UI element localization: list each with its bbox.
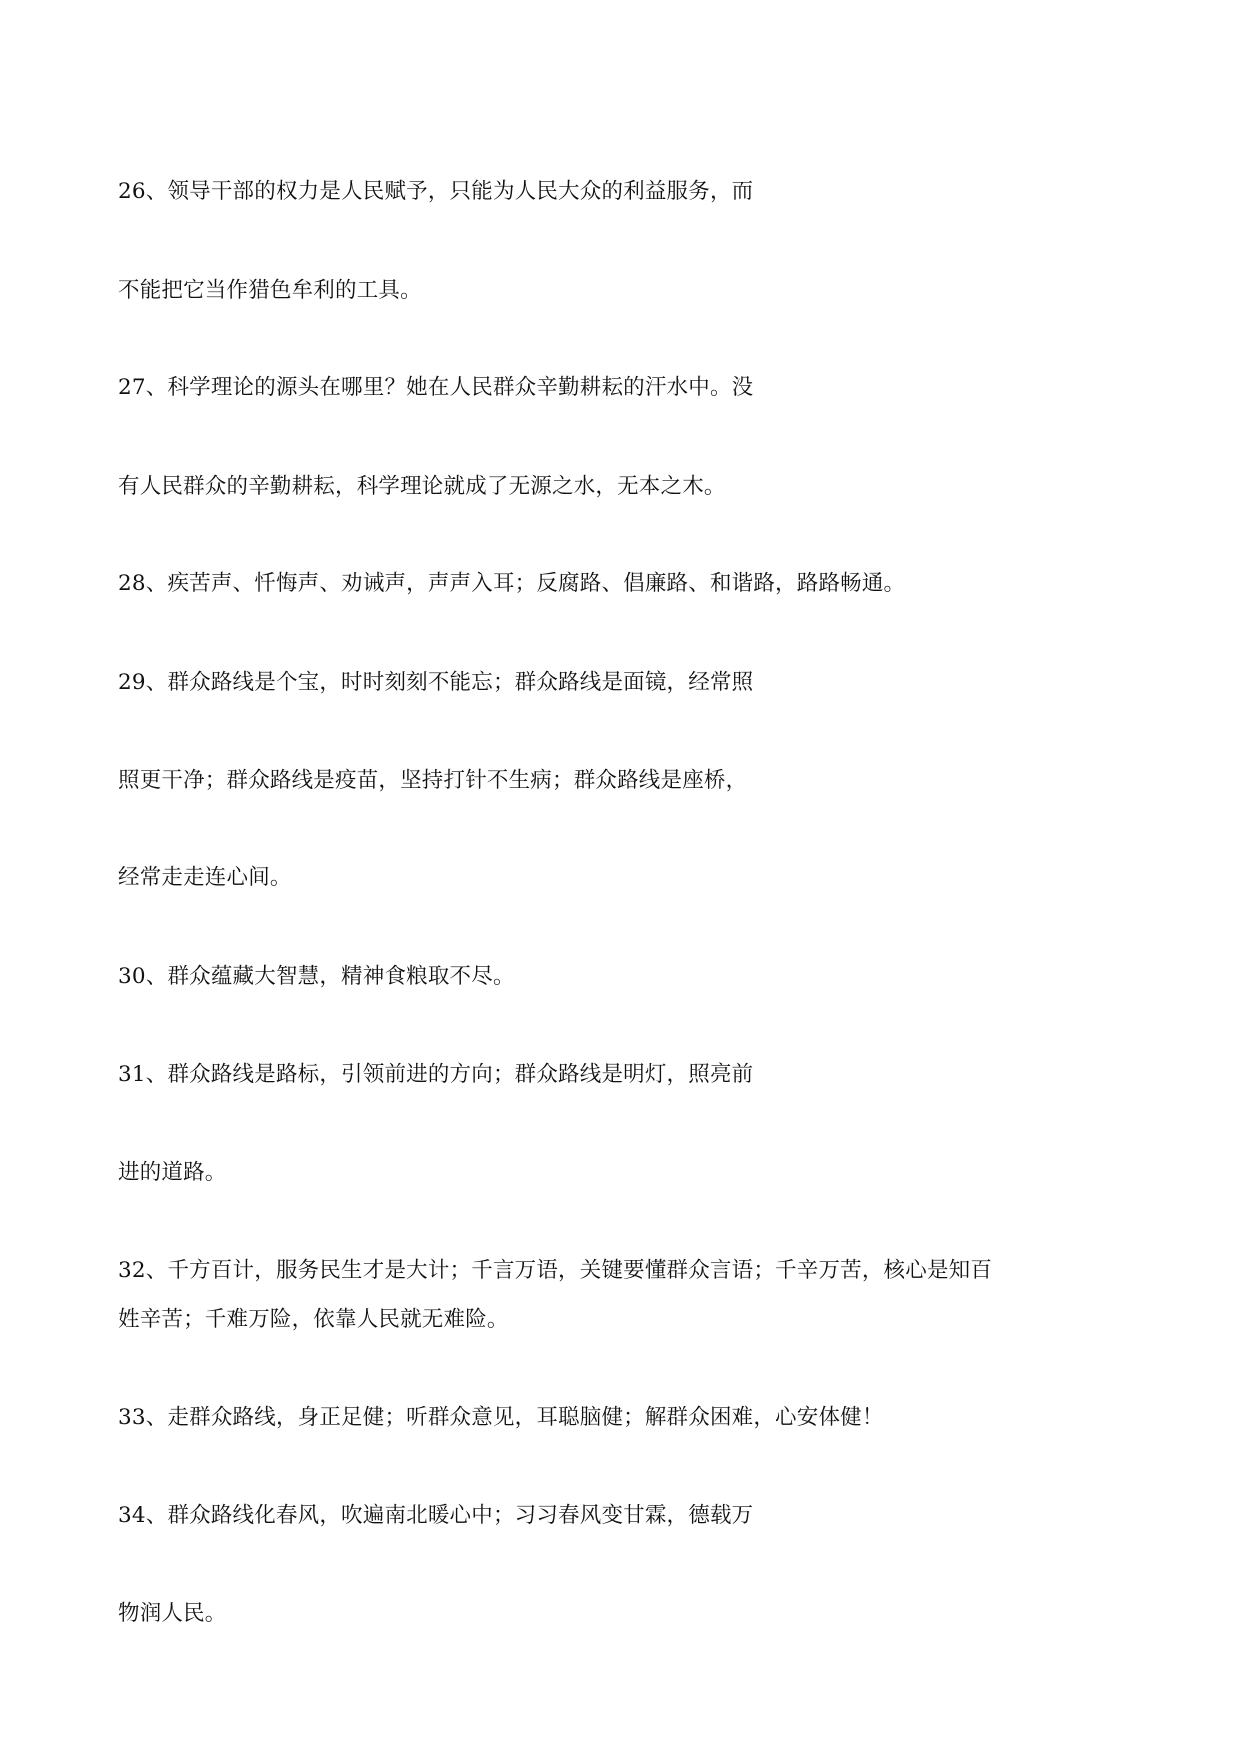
text-line: 照更干净；群众路线是疫苗，坚持打针不生病；群众路线是座桥， bbox=[118, 768, 748, 793]
text-line: 32、千方百计，服务民生才是大计；千言万语，关键要懂群众言语；千辛万苦，核心是知百 bbox=[118, 1258, 993, 1283]
text-line: 31、群众路线是路标，引领前进的方向；群众路线是明灯，照亮前 bbox=[118, 1062, 754, 1087]
text-line: 物润人民。 bbox=[118, 1601, 227, 1626]
text-line: 姓辛苦；千难万险，依靠人民就无难险。 bbox=[118, 1307, 509, 1332]
text-line: 28、疾苦声、忏悔声、劝诫声，声声入耳；反腐路、倡廉路、和谐路，路路畅通。 bbox=[118, 571, 906, 596]
text-line: 27、科学理论的源头在哪里？她在人民群众辛勤耕耘的汗水中。没 bbox=[118, 375, 754, 400]
text-line: 进的道路。 bbox=[118, 1160, 227, 1185]
text-line: 29、群众路线是个宝，时时刻刻不能忘；群众路线是面镜，经常照 bbox=[118, 670, 754, 695]
text-line: 26、领导干部的权力是人民赋予，只能为人民大众的利益服务，而 bbox=[118, 179, 754, 204]
text-line: 不能把它当作猎色牟利的工具。 bbox=[118, 278, 422, 303]
text-line: 经常走走连心间。 bbox=[118, 865, 292, 890]
text-line: 有人民群众的辛勤耕耘，科学理论就成了无源之水，无本之木。 bbox=[118, 474, 726, 499]
text-line: 34、群众路线化春风，吹遍南北暖心中；习习春风变甘霖，德载万 bbox=[118, 1503, 754, 1528]
text-line: 33、走群众路线，身正足健；听群众意见，耳聪脑健；解群众困难，心安体健！ bbox=[118, 1405, 884, 1430]
text-line: 30、群众蕴藏大智慧，精神食粮取不尽。 bbox=[118, 964, 515, 989]
